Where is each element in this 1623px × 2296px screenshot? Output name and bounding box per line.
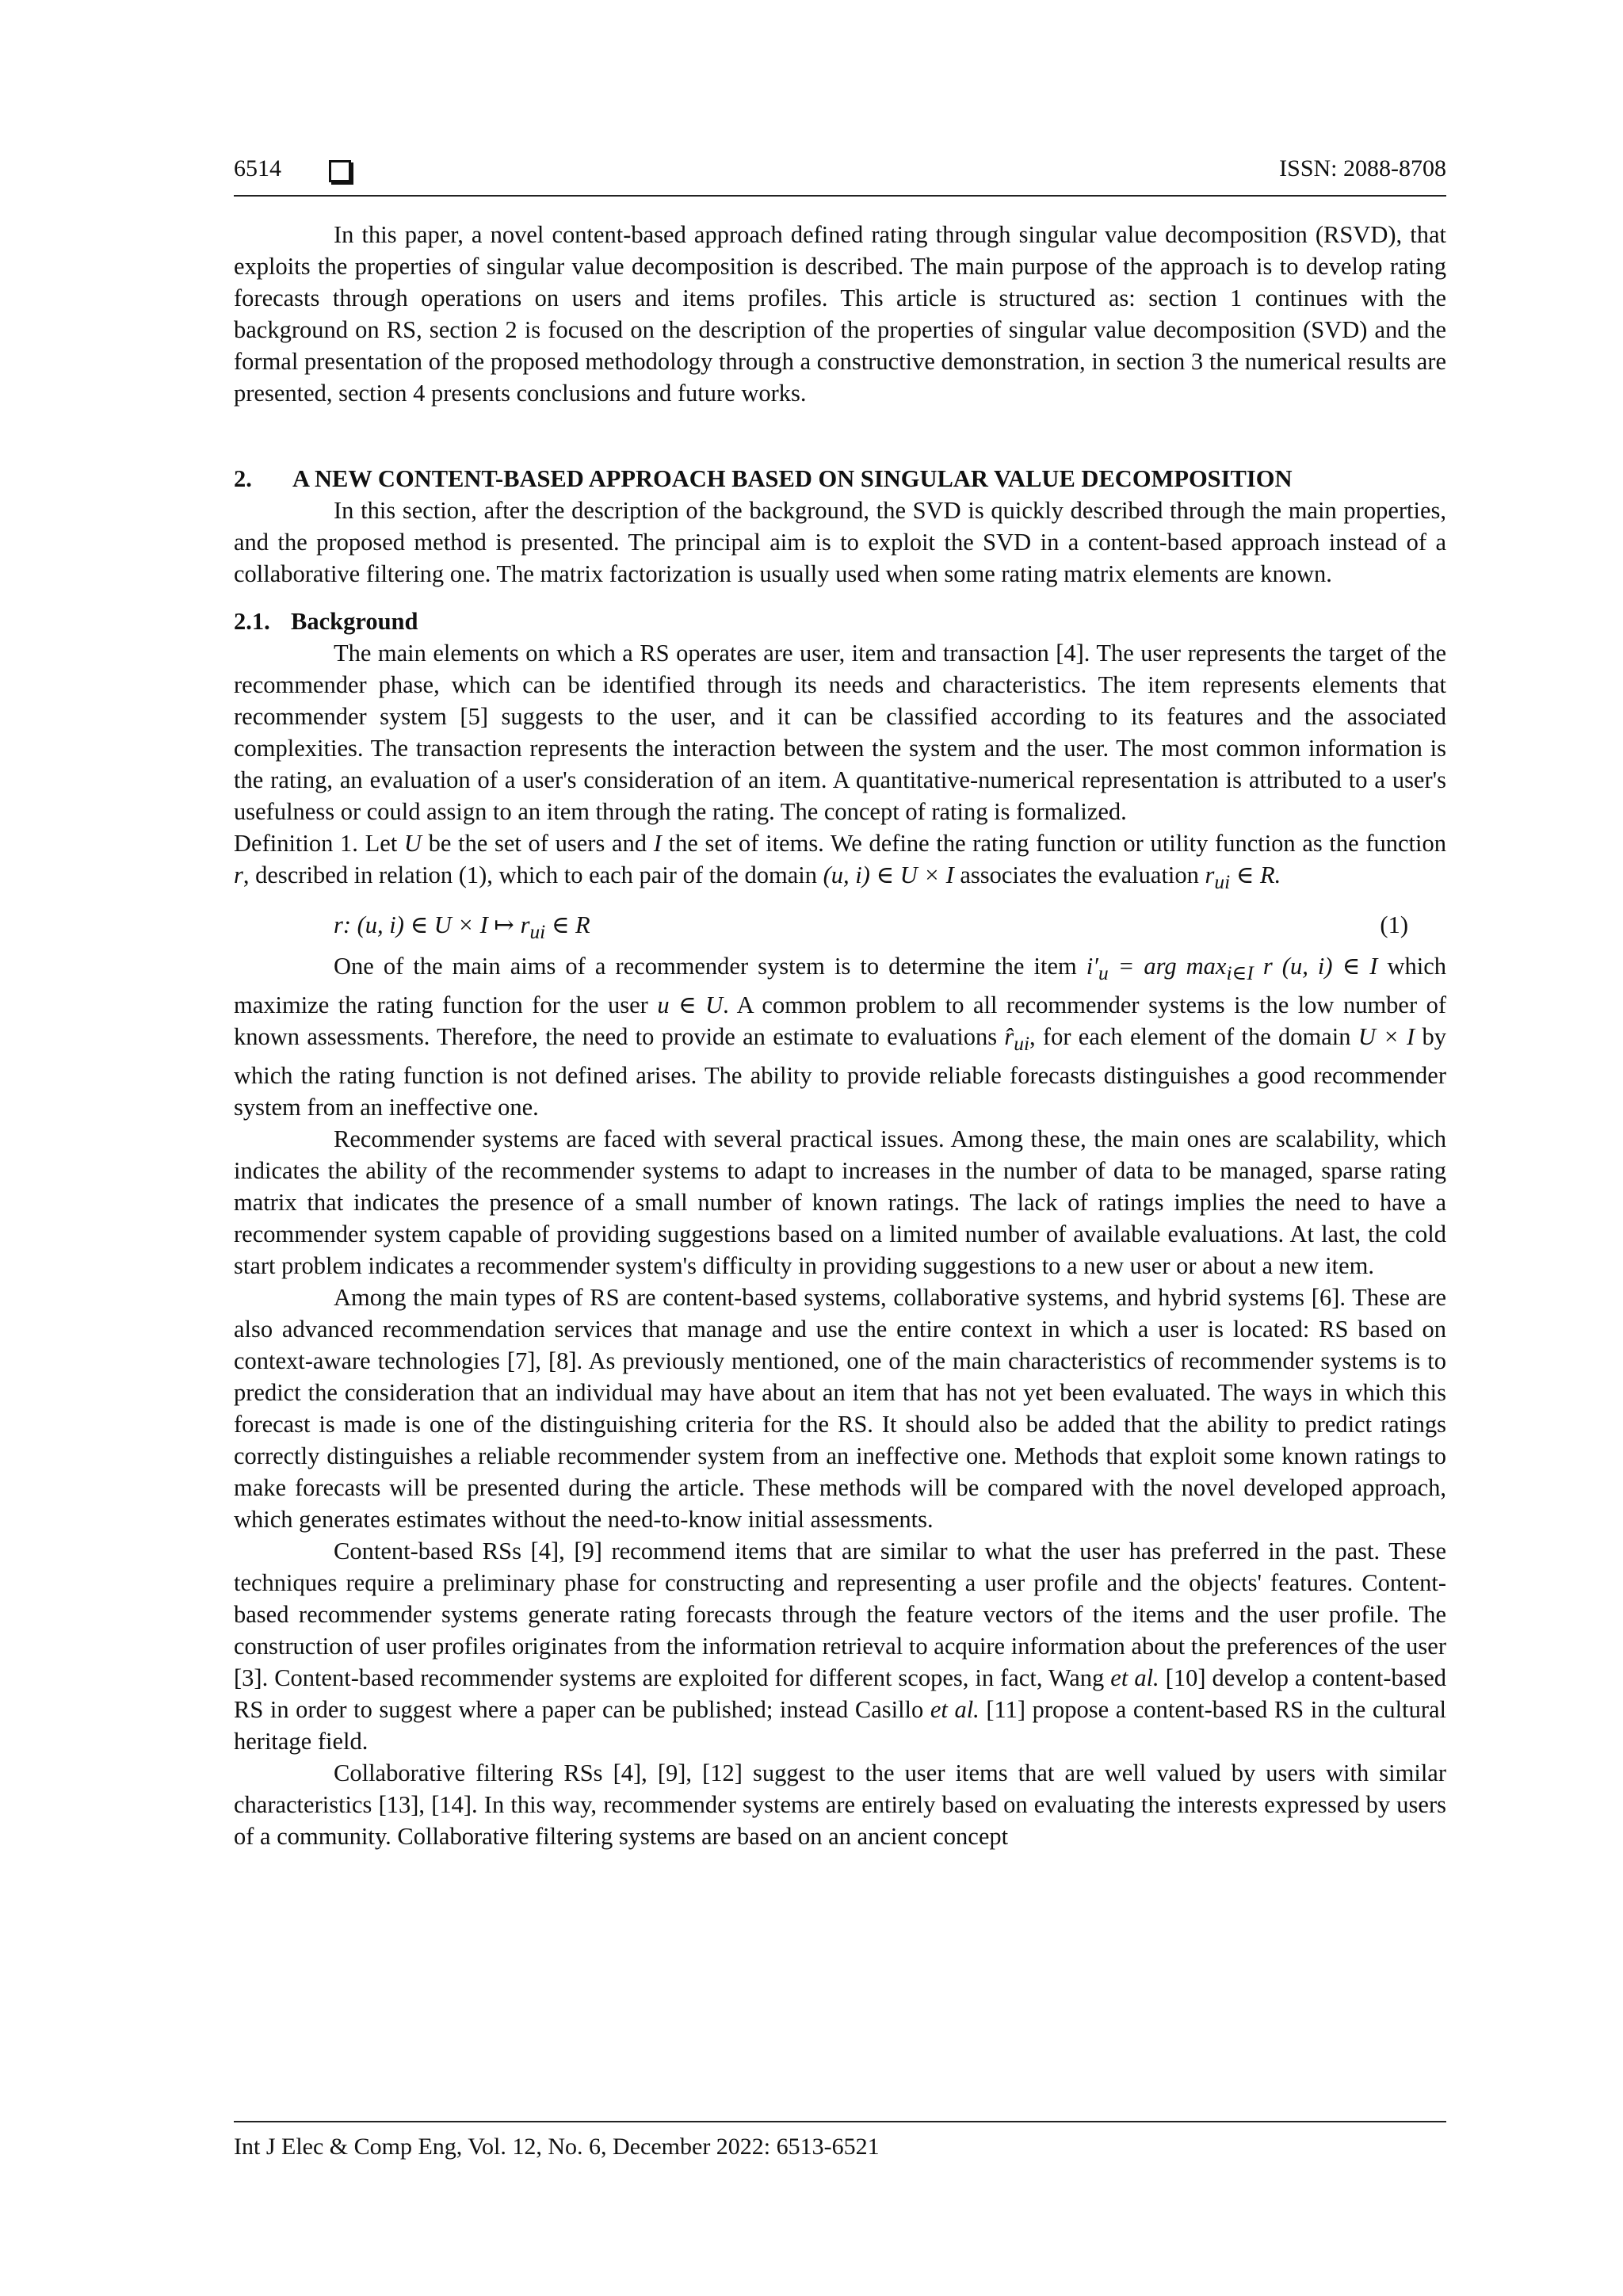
checkbox-square-icon	[329, 160, 351, 182]
issues-paragraph: Recommender systems are faced with several practical issues. Among these, the main ones are scalability, which indicates the ability of the recommender systems to adapt to increases in the number of data to be managed, sparse rating matrix that indicates the presence of a small number of known ratings. The lack of ratings implies the need to have a recommender system capable of providing suggestions based on a limited number of available evaluations. At last, the cold start problem indicates a recommender system's difficulty in providing suggestions to a new user or about a new item.	[234, 1125, 1446, 1280]
section-heading	[234, 463, 1446, 495]
section-intro-paragraph: In this section, after the description of the background, the SVD is quickly described through the main properties, and the proposed method is presented. The principal aim is to exploit the SVD in a content-based approach instead of a collaborative filtering one. The matrix factorization is usually used when some rating matrix elements are known.	[234, 497, 1446, 587]
issn-label: ISSN: 2088-8708	[1279, 155, 1446, 181]
definition-paragraph: Definition 1. Let U be the set of users and I the set of items. We define the rating function or utility function as the function r, described in relation (1), which to each pair of the domain (u, i) ∈ U × I associates the evaluation $r_{ui}$ ∈ R.	[234, 830, 1447, 894]
subsection-title: Background	[291, 608, 418, 635]
content-based-paragraph: Content-based RSs [4], [9] recommend items that are similar to what the user has preferred in the past. These techniques require a preliminary phase for constructing and representing a user profile and the objects' features. Content-based recommender systems generate rating forecasts through the feature vectors of the items and the user profile. The construction of user profiles originates from the information retrieval to acquire information about the preferences of the user [3]. Content-based recommender systems are exploited for different scopes, in fact, Wang et al. [10] develop a content-based RS in order to suggest where a paper can be published; instead Casillo et al. [11] propose a content-based RS in the cultural heritage field.	[234, 1538, 1446, 1755]
journal-citation: Int J Elec & Comp Eng, Vol. 12, No. 6, December 2022: 6513-6521	[234, 2134, 880, 2160]
collaborative-paragraph: Collaborative filtering RSs [4], [9], [12] suggest to the user items that are well valued by users with similar characteristics [13], [14]. In this way, recommender systems are entirely based on evaluating the interests expressed by users of a community. Collaborative filtering systems are based on an ancient concept	[234, 1759, 1446, 1851]
equation-1	[234, 909, 1446, 944]
page-body	[234, 219, 1446, 1852]
page-header	[234, 155, 1446, 197]
section-title: A NEW CONTENT-BASED APPROACH BASED ON SINGULAR VALUE DECOMPOSITION	[292, 465, 1293, 492]
equation-expression: r: (u, i) ∈ U × I ↦ $r_{ui}$ ∈ R	[334, 911, 590, 944]
equation-number: (1)	[1380, 911, 1408, 939]
background-paragraph: The main elements on which a RS operates are user, item and transaction [4]. The user represents the target of the recommender phase, which can be identified through its needs and characteristics. The item represents elements that recommender system [5] suggests to the user, and it can be classified according to its features and the associated complexities. The transaction represents the interaction between the system and the user. The most common information is the rating, an evaluation of a user's consideration of an item. A quantitative-numerical representation is attributed to a user's usefulness or could assign to an item through the rating. The concept of rating is formalized.	[234, 640, 1446, 825]
page-footer	[234, 2121, 1446, 2160]
subsection-heading	[234, 606, 1446, 637]
types-paragraph: Among the main types of RS are content-based systems, collaborative systems, and hybrid systems [6]. These are also advanced recommendation services that manage and use the entire context in which a user is located: RS based on context-aware technologies [7], [8]. As previously mentioned, one of the main characteristics of recommender systems is to predict the consideration that an individual may have about an item that has not yet been evaluated. The ways in which this forecast is made is one of the distinguishing criteria for the RS. It should also be added that the ability to predict ratings correctly distinguishes a reliable recommender system from an ineffective one. Methods that exploit some known ratings to make forecasts will be presented during the article. These methods will be compared with the novel developed approach, which generates estimates without the need-to-know initial assessments.	[234, 1284, 1446, 1534]
aims-paragraph: One of the main aims of a recommender system is to determine the item $i'_u$ = arg $\max_{i\in I} r$ (u, i) ∈ I which maximize the rating function for the user u ∈ U. A common problem to all recommender systems is the low number of known assessments. Therefore, the need to provide an estimate to evaluations $r̂_{ui}$, for each element of the domain U × I by which the rating function is not defined arises. The ability to provide reliable forecasts distinguishes a good recommender system from an ineffective one.	[234, 953, 1446, 1121]
section-number: 2.	[234, 465, 252, 492]
page-number: 6514	[234, 155, 281, 181]
subsection-number: 2.1.	[234, 608, 270, 635]
intro-paragraph: In this paper, a novel content-based approach defined rating through singular value decomposition (RSVD), that exploits the properties of singular value decomposition is described. The main purpose of the approach is to develop rating forecasts through operations on users and items profiles. This article is structured as: section 1 continues with the background on RS, section 2 is focused on the description of the properties of singular value decomposition (SVD) and the formal presentation of the proposed methodology through a constructive demonstration, in section 3 the numerical results are presented, section 4 presents conclusions and future works.	[234, 221, 1446, 407]
